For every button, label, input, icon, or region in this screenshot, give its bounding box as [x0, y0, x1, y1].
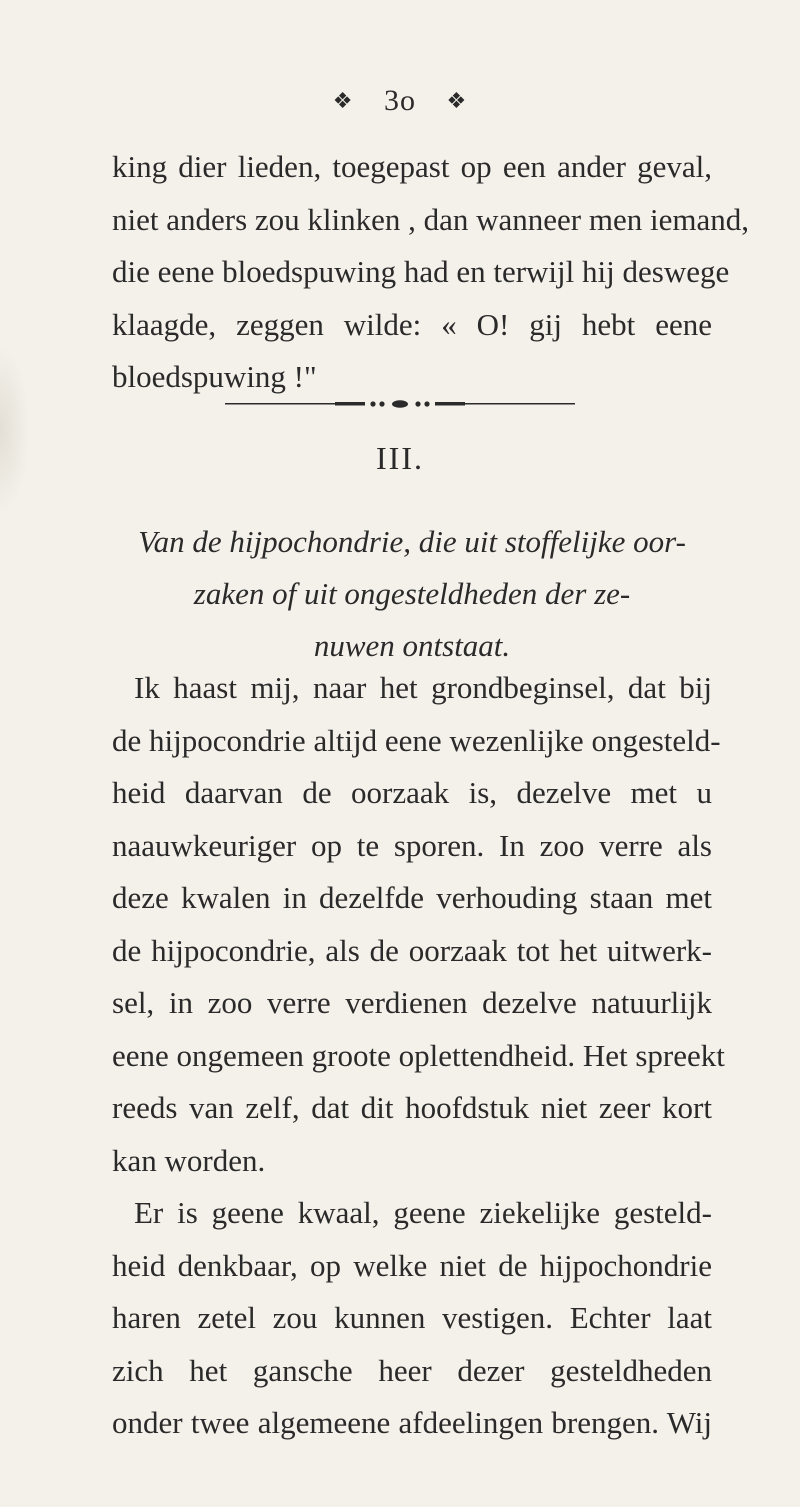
text-line: sel, in zoo verre verdienen dezelve natuurlijk	[112, 985, 712, 1020]
text-line: Ik haast mij, naar het grondbeginsel, dat bij	[134, 670, 712, 705]
title-line: Van de hijpochondrie, die uit stoffelijke oor-	[138, 524, 686, 559]
body-text	[112, 662, 725, 1450]
text-line: reeds van zelf, dat dit hoofdstuk niet zeer kort	[112, 1090, 712, 1125]
text-line: heid daarvan de oorzaak is, dezelve met u	[112, 775, 712, 810]
section-divider	[225, 400, 575, 408]
text-line: haren zetel zou kunnen vestigen. Echter laat	[112, 1300, 712, 1335]
ornament-right-icon: ❖	[446, 88, 468, 114]
section-title	[112, 516, 712, 672]
text-line: de hijpocondrie altijd eene wezenlijke ongesteld-	[112, 722, 721, 758]
text-line: Er is geene kwaal, geene ziekelijke gesteld-	[134, 1195, 712, 1230]
text-line: klaagde, zeggen wilde: « O! gij hebt eene	[112, 306, 712, 342]
text-line: niet anders zou klinken , dan wanneer men iemand,	[112, 201, 749, 237]
title-line: zaken of uit ongesteldheden der ze-	[193, 576, 631, 611]
text-line: eene ongemeen groote oplettendheid. Het spreekt	[112, 1037, 725, 1073]
text-line: bloedspuwing !"	[112, 359, 317, 394]
text-line: heid denkbaar, op welke niet de hijpochondrie	[112, 1247, 712, 1283]
ornament-left-icon: ❖	[332, 88, 354, 114]
title-line: nuwen ontstaat.	[313, 628, 511, 663]
text-line: de hijpocondrie, als de oorzaak tot het uitwerk-	[112, 932, 712, 968]
text-line: die eene bloedspuwing had en terwijl hij deswege	[112, 254, 730, 289]
text-line: naauwkeuriger op te sporen. In zoo verre als	[112, 827, 712, 863]
text-line: zich het gansche heer dezer gesteldheden	[112, 1352, 712, 1388]
text-line: kan worden.	[112, 1142, 266, 1178]
text-line: onder twee algemeene afdeelingen brengen. Wij	[112, 1405, 712, 1440]
text-line: king dier lieden, toegepast op een ander geval,	[112, 149, 712, 184]
paragraph-continued	[112, 141, 749, 404]
page-stain	[0, 345, 30, 515]
section-number: III.	[376, 440, 424, 476]
page-header	[0, 82, 800, 118]
text-line: deze kwalen in dezelfde verhouding staan met	[112, 880, 712, 915]
page-number: 3o	[384, 84, 416, 118]
